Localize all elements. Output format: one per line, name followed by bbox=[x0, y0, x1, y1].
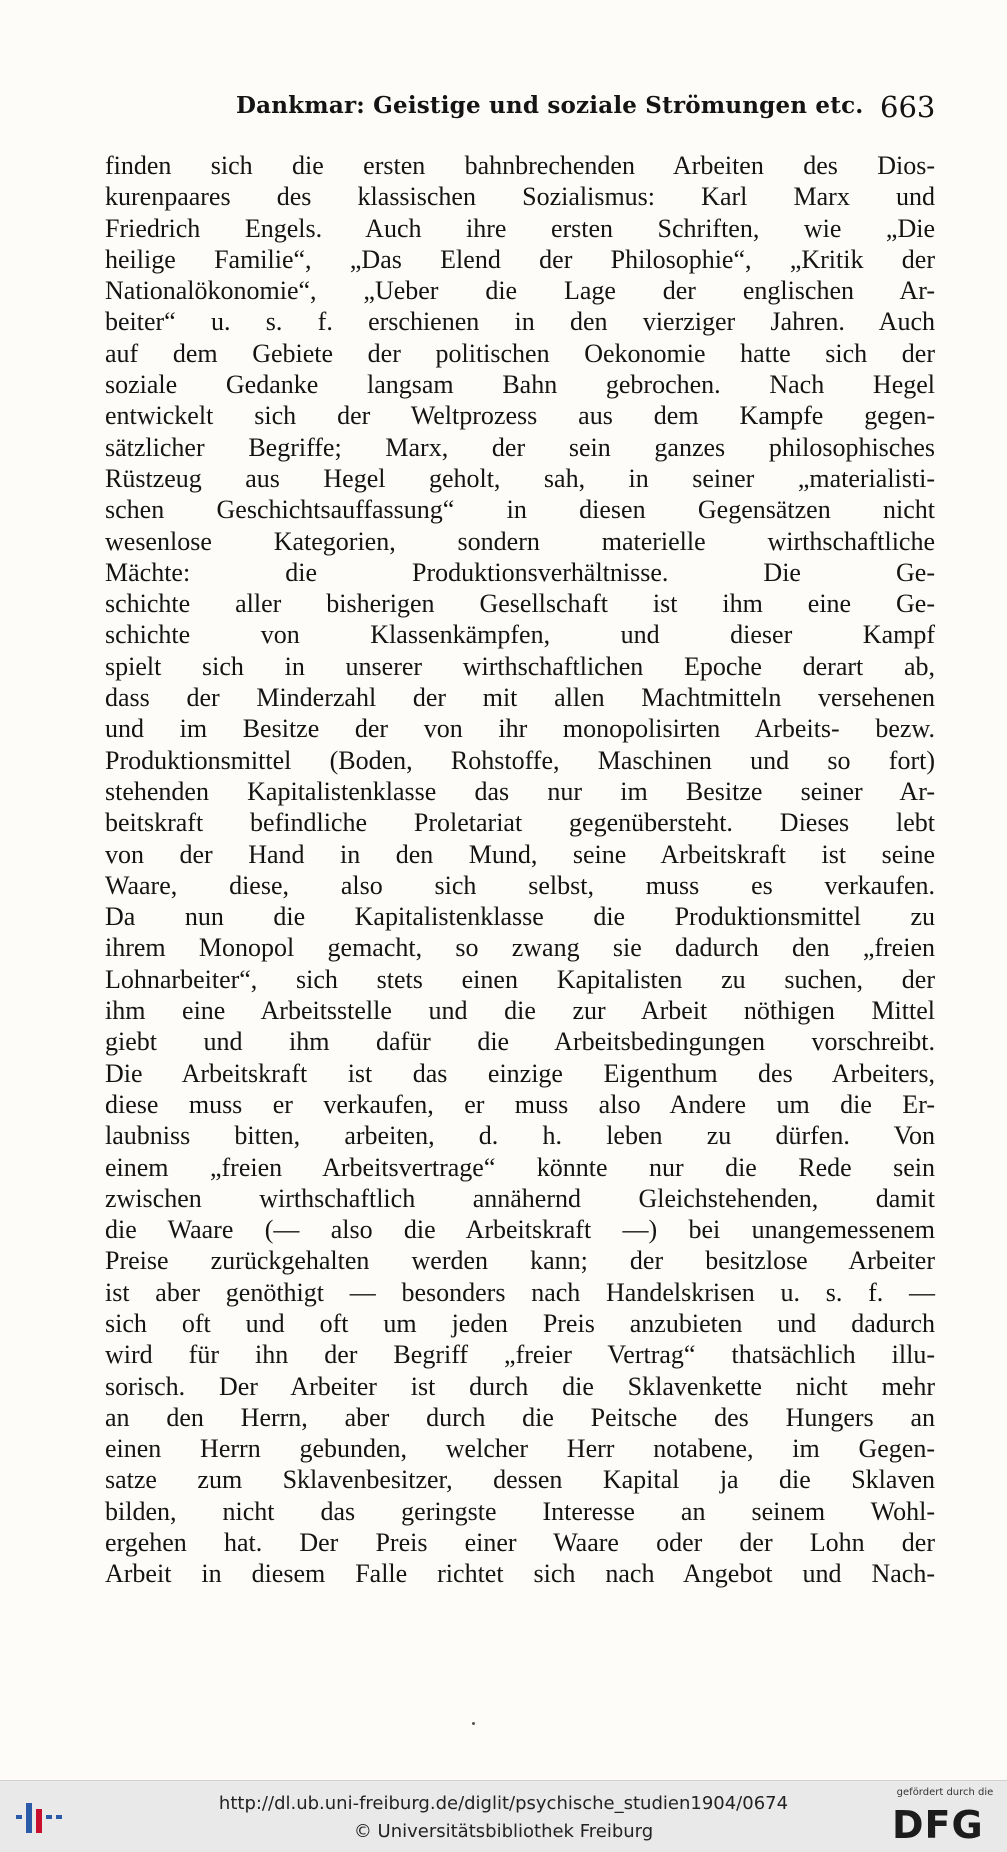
dfg-caption: gefördert durch die bbox=[896, 1787, 994, 1798]
text-line: zwischen wirthschaftlich annähernd Gleichstehenden, damit bbox=[105, 1183, 935, 1213]
text-line: sätzlicher Begriffe; Marx, der sein ganzes philosophisches bbox=[105, 432, 935, 462]
text-line: soziale Gedanke langsam Bahn gebrochen. Nach Hegel bbox=[105, 370, 935, 400]
footer-copyright: © Universitätsbibliothek Freiburg bbox=[353, 1821, 654, 1842]
footer-url-link[interactable]: http://dl.ub.uni-freiburg.de/diglit/psychische_studien1904/0674 bbox=[218, 1793, 789, 1814]
text-line: schichte von Klassenkämpfen, und dieser Kampf bbox=[105, 620, 935, 650]
text-line: ihm eine Arbeitsstelle und die zur Arbeit nöthigen Mittel bbox=[105, 996, 935, 1026]
text-line: Lohnarbeiter“, sich stets einen Kapitalisten zu suchen, der bbox=[105, 964, 935, 994]
text-line: ist aber genöthigt — besonders nach Handelskrisen u. s. f. — bbox=[105, 1277, 935, 1307]
text-line: sich oft und oft um jeden Preis anzubieten und dadurch bbox=[105, 1308, 935, 1338]
text-line: von der Hand in den Mund, seine Arbeitskraft ist seine bbox=[105, 839, 935, 869]
text-line: Arbeit in diesem Falle richtet sich nach Angebot und Nach- bbox=[105, 1559, 935, 1589]
text-line: giebt und ihm dafür die Arbeitsbedingungen vorschreibt. bbox=[105, 1027, 935, 1057]
text-line: an den Herrn, aber durch die Peitsche des Hungers an bbox=[105, 1402, 935, 1432]
text-line: die Waare (— also die Arbeitskraft —) bei unangemessenem bbox=[105, 1215, 935, 1245]
text-line: stehenden Kapitalistenklasse das nur im Besitze seiner Ar- bbox=[105, 776, 935, 806]
text-line: Produktionsmittel (Boden, Rohstoffe, Maschinen und so fort) bbox=[105, 745, 935, 775]
text-line: beiter“ u. s. f. erschienen in den vierziger Jahren. Auch bbox=[105, 307, 935, 337]
text-line: ergehen hat. Der Preis einer Waare oder der Lohn der bbox=[105, 1528, 935, 1558]
text-line: Preise zurückgehalten werden kann; der besitzlose Arbeiter bbox=[105, 1246, 935, 1276]
text-line: schen Geschichtsauffassung“ in diesen Gegensätzen nicht bbox=[105, 495, 935, 525]
text-line: beitskraft befindliche Proletariat gegenübersteht. Dieses lebt bbox=[105, 808, 935, 838]
footer-bar bbox=[0, 1780, 1007, 1852]
body-text bbox=[105, 150, 935, 1590]
text-line: satze zum Sklavenbesitzer, dessen Kapital ja die Sklaven bbox=[105, 1465, 935, 1495]
text-line: diese muss er verkaufen, er muss also Andere um die Er- bbox=[105, 1089, 935, 1119]
dfg-logo: DFG bbox=[892, 1803, 984, 1847]
dfg-logo-block bbox=[890, 1787, 1000, 1849]
text-line: bilden, nicht das geringste Interesse an seinem Wohl- bbox=[105, 1496, 935, 1526]
text-line: entwickelt sich der Weltprozess aus dem Kampfe gegen- bbox=[105, 401, 935, 431]
text-line: Waare, diese, also sich selbst, muss es verkaufen. bbox=[105, 870, 935, 900]
text-line: kurenpaares des klassischen Sozialismus: Karl Marx und bbox=[105, 182, 935, 212]
page-header bbox=[0, 92, 1007, 132]
page-speck bbox=[472, 1722, 475, 1725]
running-title: Dankmar: Geistige und soziale Strömungen etc. bbox=[236, 92, 864, 119]
text-line: einen Herrn gebunden, welcher Herr notabene, im Gegen- bbox=[105, 1434, 935, 1464]
text-line: Mächte: die Produktionsverhältnisse. Die Ge- bbox=[105, 557, 935, 587]
text-line: schichte aller bisherigen Gesellschaft ist ihm eine Ge- bbox=[105, 589, 935, 619]
page-number: 663 bbox=[880, 90, 936, 124]
text-line: ihrem Monopol gemacht, so zwang sie dadurch den „freien bbox=[105, 933, 935, 963]
text-line: Nationalökonomie“, „Ueber die Lage der englischen Ar- bbox=[105, 276, 935, 306]
text-line: wird für ihn der Begriff „freier Vertrag“ thatsächlich illu- bbox=[105, 1340, 935, 1370]
text-line: Friedrich Engels. Auch ihre ersten Schriften, wie „Die bbox=[105, 213, 935, 243]
text-line: Rüstzeug aus Hegel geholt, sah, in seiner „materialisti- bbox=[105, 463, 935, 493]
text-line: Die Arbeitskraft ist das einzige Eigenthum des Arbeiters, bbox=[105, 1058, 935, 1088]
text-line: finden sich die ersten bahnbrechenden Arbeiten des Dios- bbox=[105, 151, 935, 180]
text-line: dass der Minderzahl der mit allen Machtmitteln versehenen bbox=[105, 683, 935, 713]
text-line: sorisch. Der Arbeiter ist durch die Sklavenkette nicht mehr bbox=[105, 1371, 935, 1401]
text-line: auf dem Gebiete der politischen Oekonomie hatte sich der bbox=[105, 338, 935, 368]
text-line: einem „freien Arbeitsvertrage“ könnte nur die Rede sein bbox=[105, 1152, 935, 1182]
text-line: wesenlose Kategorien, sondern materielle wirthschaftliche bbox=[105, 526, 935, 556]
text-line: und im Besitze der von ihr monopolisirten Arbeits- bezw. bbox=[105, 714, 935, 744]
text-line: Da nun die Kapitalistenklasse die Produktionsmittel zu bbox=[105, 902, 935, 932]
text-line: laubniss bitten, arbeiten, d. h. leben zu dürfen. Von bbox=[105, 1121, 935, 1151]
text-line: spielt sich in unserer wirthschaftlichen Epoche derart ab, bbox=[105, 651, 935, 681]
text-line: heilige Familie“, „Das Elend der Philosophie“, „Kritik der bbox=[105, 244, 935, 274]
